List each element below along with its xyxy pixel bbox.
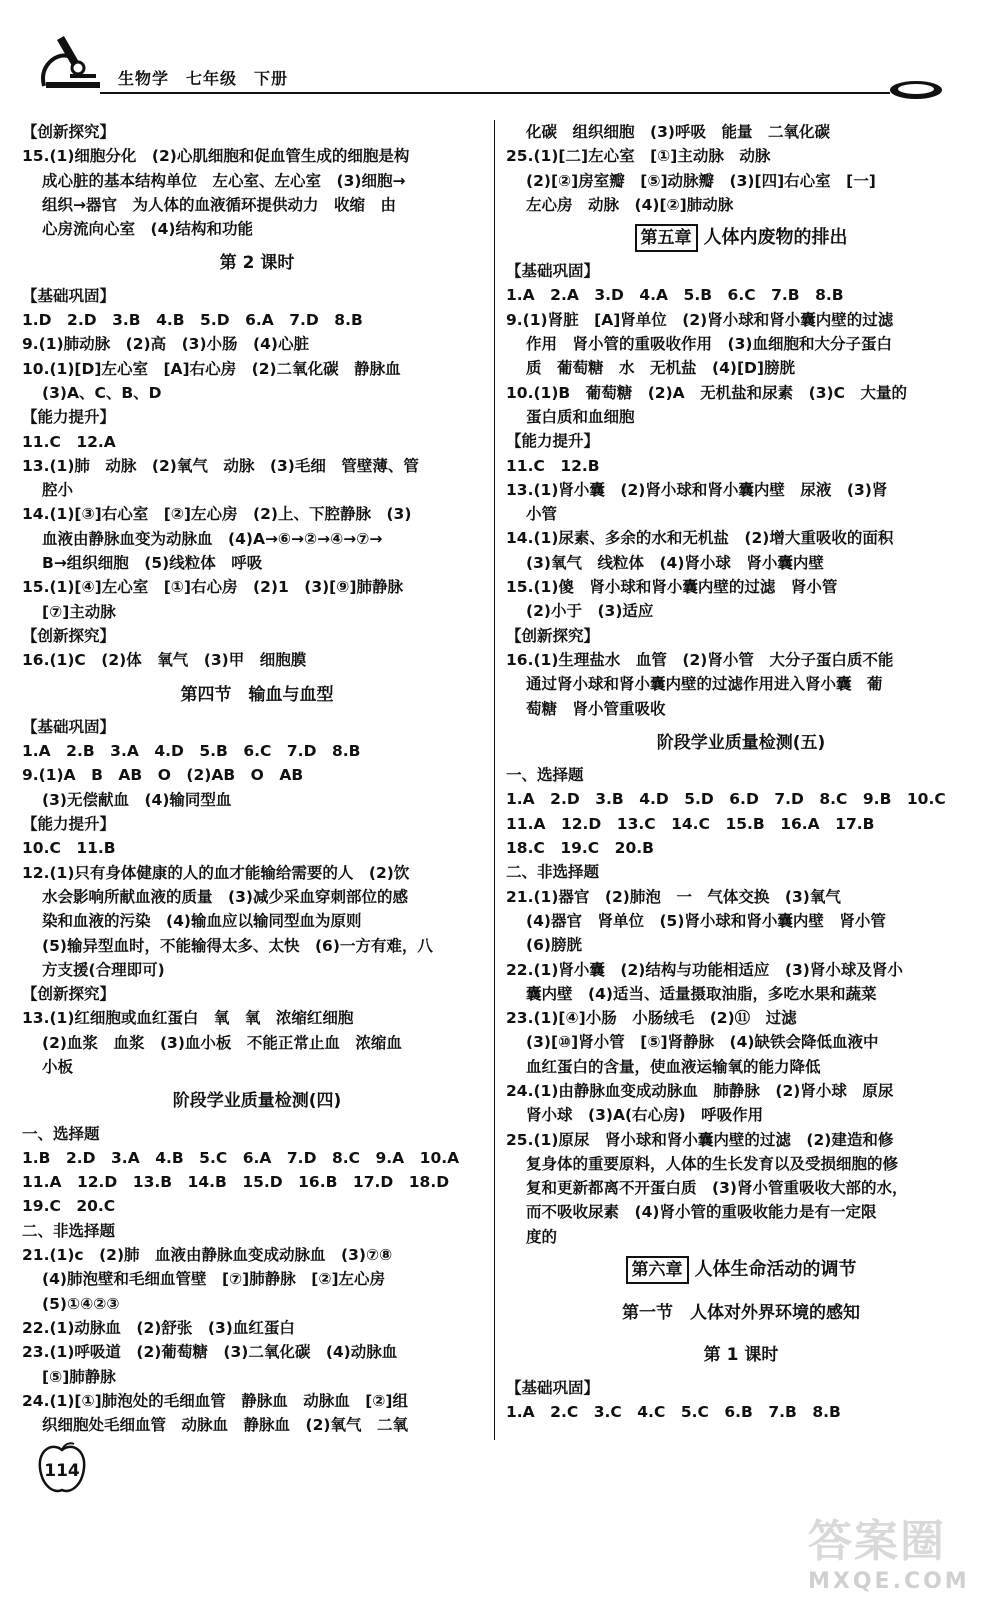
answer-line: 1.D 2.D 3.B 4.B 5.D 6.A 7.D 8.B xyxy=(22,311,363,330)
answer-line: 18.C 19.C 20.B xyxy=(506,839,654,858)
page-number: 114 xyxy=(44,1461,80,1481)
answer-line: 21.(1)c (2)肺 血液由静脉血变成动脉血 (3)⑦⑧ xyxy=(22,1246,393,1265)
chapter-number-box: 第五章 xyxy=(635,224,698,252)
left-column xyxy=(22,120,492,1437)
watermark-url: MXQE.COM xyxy=(808,1569,970,1594)
answer-line: 11.C 12.A xyxy=(22,432,116,451)
answer-line: (5)输异型血时，不能输得太多、太快 (6)一方有难，八 xyxy=(42,936,433,955)
section-title: 阶段学业质量检测(五) xyxy=(656,732,826,753)
answer-line: 16.(1)生理盐水 血管 (2)肾小管 大分子蛋白质不能 xyxy=(506,650,894,669)
answer-line: (4)肺泡壁和毛细血管壁 [⑦]肺静脉 [②]左心房 xyxy=(42,1270,386,1289)
subsection-label: 二、非选择题 xyxy=(506,863,600,882)
answer-line: 15.(1)细胞分化 (2)心肌细胞和促血管生成的细胞是构 xyxy=(22,147,410,166)
answer-line: 15.(1)傻 肾小球和肾小囊内壁的过滤 肾小管 xyxy=(506,578,838,597)
answer-line: 9.(1)肺动脉 (2)高 (3)小肠 (4)心脏 xyxy=(22,335,309,354)
answer-line: 16.(1)C (2)体 氧气 (3)甲 细胞膜 xyxy=(22,651,307,670)
answer-line: (2)小于 (3)适应 xyxy=(526,602,654,621)
answer-line: (3)[⑩]肾小管 [⑤]肾静脉 (4)缺铁会降低血液中 xyxy=(526,1033,879,1052)
answer-line: 血红蛋白的含量，使血液运输氧的能力降低 xyxy=(526,1057,821,1076)
answer-line: 9.(1)A B AB O (2)AB O AB xyxy=(22,766,304,785)
answer-block xyxy=(22,120,492,1437)
answer-line: 10.(1)B 葡萄糖 (2)A 无机盐和尿素 (3)C 大量的 xyxy=(506,383,908,402)
answer-line: 质 葡萄糖 水 无机盐 (4)[D]膀胱 xyxy=(526,359,795,378)
subsection-label: 【创新探究】 xyxy=(22,985,116,1004)
answer-line: 13.(1)肺 动脉 (2)氧气 动脉 (3)毛细 管壁薄、管 xyxy=(22,456,419,475)
page-header xyxy=(0,0,988,100)
subsection-label: 一、选择题 xyxy=(506,766,584,785)
answer-line: 23.(1)呼吸道 (2)葡萄糖 (3)二氧化碳 (4)动脉血 xyxy=(22,1343,398,1362)
answer-line: 蛋白质和血细胞 xyxy=(526,407,635,426)
answer-line: 22.(1)动脉血 (2)舒张 (3)血红蛋白 xyxy=(22,1318,295,1337)
answer-line: B→组织细胞 (5)线粒体 呼吸 xyxy=(42,554,263,573)
right-column xyxy=(506,120,976,1424)
section-title: 第 2 课时 xyxy=(219,253,295,274)
answer-line: 萄糖 肾小管重吸收 xyxy=(526,699,666,718)
answer-line: 小板 xyxy=(42,1057,74,1076)
chapter-title: 人体内废物的排出 xyxy=(703,227,848,249)
subsection-label: 【创新探究】 xyxy=(22,123,116,141)
answer-line: 染和血液的污染 (4)输血应以输同型血为原则 xyxy=(42,912,362,931)
answer-line: 而不吸收尿素 (4)肾小管的重吸收能力是有一定限 xyxy=(526,1203,877,1222)
answer-line: 方支援(合理即可) xyxy=(42,960,165,979)
answer-line: 13.(1)肾小囊 (2)肾小球和肾小囊内壁 尿液 (3)肾 xyxy=(506,480,888,499)
chapter-heading xyxy=(506,1253,976,1287)
answer-line: 9.(1)肾脏 [A]肾单位 (2)肾小球和肾小囊内壁的过滤 xyxy=(506,310,894,329)
header-badge-icon xyxy=(888,78,944,100)
answer-line: 织细胞处毛细血管 动脉血 静脉血 (2)氧气 二氧 xyxy=(42,1416,408,1435)
answer-line: 肾小球 (3)A(右心房) 呼吸作用 xyxy=(526,1106,764,1125)
answer-line: 通过肾小球和肾小囊内壁的过滤作用进入肾小囊 葡 xyxy=(526,675,883,694)
subsection-label: 【基础巩固】 xyxy=(22,717,116,736)
answer-line: 心房流向心室 (4)结构和功能 xyxy=(42,220,253,239)
answer-line: 12.(1)只有身体健康的人的血才能输给需要的人 (2)饮 xyxy=(22,863,410,882)
answer-line: 血液由静脉血变为动脉血 (4)A→⑥→②→④→⑦→ xyxy=(42,529,383,548)
answer-line: 22.(1)肾小囊 (2)结构与功能相适应 (3)肾小球及肾小 xyxy=(506,960,903,979)
answer-line: 1.B 2.D 3.A 4.B 5.C 6.A 7.D 8.C 9.A 10.A xyxy=(22,1148,460,1167)
answer-line: (6)膀胱 xyxy=(526,936,582,955)
answer-line: 左心房 动脉 (4)[②]肺动脉 xyxy=(526,195,734,214)
section-title: 第一节 人体对外界环境的感知 xyxy=(622,1303,860,1324)
answer-line: 15.(1)[④]左心室 [①]右心房 (2)1 (3)[⑨]肺静脉 xyxy=(22,578,403,597)
column-divider xyxy=(494,120,495,1440)
chapter-title: 人体生命活动的调节 xyxy=(694,1258,857,1280)
page-number-badge xyxy=(34,1440,90,1496)
answer-line: (5)①④②③ xyxy=(42,1294,120,1313)
answer-line: (3)无偿献血 (4)输同型血 xyxy=(42,790,232,809)
answer-line: 11.A 12.D 13.C 14.C 15.B 16.A 17.B xyxy=(506,814,875,833)
answer-line: (2)[②]房室瓣 [⑤]动脉瓣 (3)[四]右心室 [一] xyxy=(526,171,876,190)
answer-line: (3)A、C、B、D xyxy=(42,383,162,402)
answer-line: 成心脏的基本结构单位 左心室、左心室 (3)细胞→ xyxy=(42,171,406,190)
answer-line: 1.A 2.D 3.B 4.D 5.D 6.D 7.D 8.C 9.B 10.C xyxy=(506,790,946,809)
subsection-label: 【基础巩固】 xyxy=(506,262,600,281)
answer-line: 25.(1)原尿 肾小球和肾小囊内壁的过滤 (2)建造和修 xyxy=(506,1130,894,1149)
answer-line: 24.(1)[①]肺泡处的毛细血管 静脉血 动脉血 [②]组 xyxy=(22,1391,408,1410)
answer-line: 囊内壁 (4)适当、适量摄取油脂，多吃水果和蔬菜 xyxy=(526,984,877,1003)
answer-line: [⑤]肺静脉 xyxy=(42,1367,116,1386)
answer-line: 化碳 组织细胞 (3)呼吸 能量 二氧化碳 xyxy=(526,123,830,141)
answer-line: 19.C 20.C xyxy=(22,1197,116,1216)
answer-line: 11.C 12.B xyxy=(506,456,600,475)
watermark-title: 答案圈 xyxy=(808,1516,946,1567)
answer-line: 腔小 xyxy=(42,481,74,500)
subsection-label: 【能力提升】 xyxy=(506,432,600,451)
answer-line: 13.(1)红细胞或血红蛋白 氧 氧 浓缩红细胞 xyxy=(22,1009,354,1028)
answer-line: 作用 肾小管的重吸收作用 (3)血细胞和大分子蛋白 xyxy=(526,335,892,354)
answer-line: 10.(1)[D]左心室 [A]右心房 (2)二氧化碳 静脉血 xyxy=(22,359,401,378)
section-title: 阶段学业质量检测(四) xyxy=(172,1091,342,1112)
chapter-number-box: 第六章 xyxy=(626,1256,689,1284)
answer-line: 1.A 2.A 3.D 4.A 5.B 6.C 7.B 8.B xyxy=(506,286,844,305)
answer-line: [⑦]主动脉 xyxy=(42,602,116,621)
answer-line: 23.(1)[④]小肠 小肠绒毛 (2)⑪ 过滤 xyxy=(506,1009,797,1028)
subsection-label: 【能力提升】 xyxy=(22,408,116,427)
answer-line: 14.(1)尿素、多余的水和无机盐 (2)增大重吸收的面积 xyxy=(506,529,894,548)
answer-line: 10.C 11.B xyxy=(22,839,116,858)
subsection-label: 一、选择题 xyxy=(22,1124,100,1143)
answer-line: (4)器官 肾单位 (5)肾小球和肾小囊内壁 肾小管 xyxy=(526,911,886,930)
answer-line: 24.(1)由静脉血变成动脉血 肺静脉 (2)肾小球 原尿 xyxy=(506,1081,894,1100)
answer-line: 21.(1)器官 (2)肺泡 一 气体交换 (3)氧气 xyxy=(506,887,841,906)
answer-line: 度的 xyxy=(526,1227,558,1246)
section-title: 第四节 输血与血型 xyxy=(180,684,334,705)
answer-line: 11.A 12.D 13.B 14.B 15.D 16.B 17.D 18.D xyxy=(22,1173,450,1192)
subsection-label: 【创新探究】 xyxy=(22,626,116,645)
subsection-label: 【创新探究】 xyxy=(506,626,600,645)
book-title: 生物学 七年级 下册 xyxy=(118,69,289,88)
answer-block xyxy=(506,120,976,1424)
answer-line: (2)血浆 血浆 (3)血小板 不能正常止血 浓缩血 xyxy=(42,1033,402,1052)
watermark-logo xyxy=(808,1505,978,1595)
answer-line: 组织→器官 为人体的血液循环提供动力 收缩 由 xyxy=(42,195,396,214)
subsection-label: 二、非选择题 xyxy=(22,1221,116,1240)
answer-line: 1.A 2.C 3.C 4.C 5.C 6.B 7.B 8.B xyxy=(506,1402,841,1421)
section-title: 第 1 课时 xyxy=(703,1345,779,1366)
answer-line: (3)氧气 线粒体 (4)肾小球 肾小囊内壁 xyxy=(526,553,824,572)
header-rule xyxy=(100,92,890,94)
answer-line: 14.(1)[③]右心室 [②]左心房 (2)上、下腔静脉 (3) xyxy=(22,505,412,524)
answer-line: 1.A 2.B 3.A 4.D 5.B 6.C 7.D 8.B xyxy=(22,742,361,761)
chapter-heading xyxy=(506,221,976,255)
subsection-label: 【基础巩固】 xyxy=(506,1378,600,1397)
answer-line: 水会影响所献血液的质量 (3)减少采血穿刺部位的感 xyxy=(42,887,408,906)
answer-line: 25.(1)[二]左心室 [①]主动脉 动脉 xyxy=(506,147,771,166)
microscope-logo-icon xyxy=(38,30,100,92)
answer-line: 复身体的重要原料，人体的生长发育以及受损细胞的修 xyxy=(526,1154,899,1173)
answer-line: 复和更新都离不开蛋白质 (3)肾小管重吸收大部的水， xyxy=(526,1179,908,1198)
subsection-label: 【基础巩固】 xyxy=(22,286,116,305)
subsection-label: 【能力提升】 xyxy=(22,815,116,834)
answer-line: 小管 xyxy=(526,505,558,524)
